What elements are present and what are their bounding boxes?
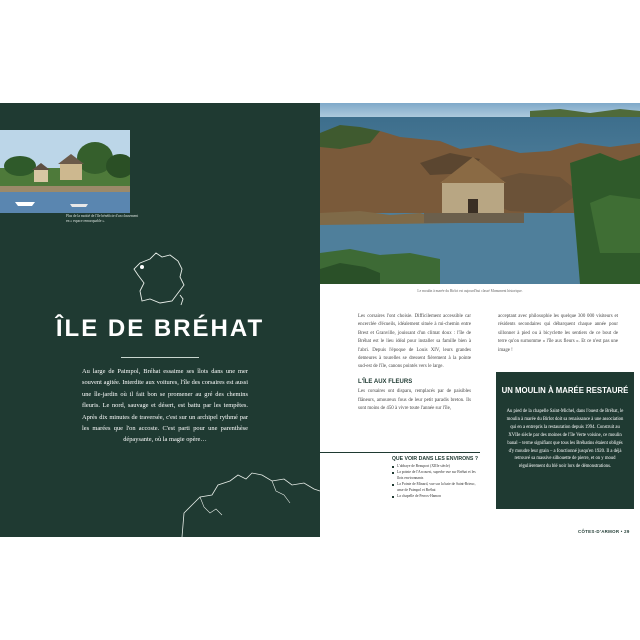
photo-caption: Le moulin à marée du Birlot est aujourd'hui classé Monument historique. — [417, 289, 523, 293]
list-item: La Pointe de Minard, vue sur la baie de Saint-Brieuc, anse de Paimpol et Bréhat — [392, 482, 482, 493]
page-footer: CÔTES-D'ARMOR • 29 — [578, 529, 630, 534]
que-voir-rule — [320, 452, 480, 453]
col1-paragraph-2: Les corsaires ont disparu, remplacés par de paisibles flâneurs, amoureux fous de leur petit paradis breton. Ils sont moins de 450 à vivre toute l'année sur l'île, — [358, 389, 471, 412]
right-page — [320, 103, 640, 537]
que-voir-list — [392, 464, 482, 500]
intro-paragraph: Au large de Paimpol, Bréhat essaime ses îlots dans une mer souvent agitée. Interdite aux voitures, l'île des corsaires est aussi une île-jardin où il fait bon se promener au gré des chemins fleuris. Le nord, sauvage et désert, est battu par les tempêtes. Après dix minutes de traversée, c'est sur un archipel rythmé par les marées que l'on accoste. C'est parti pour une parenthèse dépaysante, où la magie opère… — [82, 368, 248, 444]
tide-mill-photo — [320, 103, 640, 284]
list-item: L'abbaye de Beauport (XIIIe siècle) — [392, 464, 482, 469]
col1-paragraph: Les corsaires l'ont choisie. Difficilement accessible car encerclée d'écueils, idéalement située à mi-chemin entre Brest et Granville, jouissant d'un climat doux : l'île de Bréhat est le lieu idéal pour installer sa famille bien à l'abri. Depuis l'époque de Louis XIV, leurs grandes demeures à tourelles se dressent fièrement à la pointe sud-est de l'île, canons pointés vers le large. — [358, 314, 471, 370]
left-page — [0, 103, 320, 537]
page-title: ÎLE DE BRÉHAT — [55, 315, 265, 342]
list-item: La pointe de l'Arcouest, superbe vue sur Bréhat et les îlots environnants — [392, 470, 482, 481]
list-item: La chapelle de Perros-Hamon — [392, 494, 482, 499]
moulin-title: UN MOULIN À MARÉE RESTAURÉ — [501, 386, 629, 395]
france-map-icon — [130, 249, 188, 307]
moulin-sidebar — [496, 372, 634, 509]
island-garden-photo — [0, 130, 130, 213]
magazine-spread — [0, 103, 640, 537]
article-column-1 — [358, 313, 471, 413]
moulin-text: Au pied de la chapelle Saint-Michel, dans l'ouest de Bréhat, le moulin à marée du Birlot doit sa renaissance à une association qui en a entrepris la restauration depuis 1994. Construit au XVIIe siècle par des moines de l'île Verte voisine, ce moulin banal – terme signifiant que tous les Bréhatins étaient obligés d'y moudre leur grain – a fonctionné jusqu'en 1920. Il a déjà retrouvé sa massive silhouette de pierre, et on y moud régulièrement du blé noir lors de démonstrations. — [506, 409, 624, 470]
coastline-map-icon — [180, 433, 320, 537]
subhead-ile-aux-fleurs: L'ÎLE AUX FLEURS — [358, 378, 413, 385]
title-divider — [121, 357, 199, 358]
que-voir-title: QUE VOIR DANS LES ENVIRONS ? — [391, 456, 478, 462]
thumb-caption: Plus de la moitié de l'île bénéficie d'un classement en « espace remarquable ». — [66, 214, 139, 223]
article-column-2: acceptant avec philosophie les quelque 300 000 visiteurs et résidents secondaires qui débarquent chaque année pour sillonner à pied ou à bicyclette les sentiers de ce bout de terre qu'on surnomme « l'île aux fleurs ». Et ce n'est pas une image ! — [498, 314, 618, 353]
